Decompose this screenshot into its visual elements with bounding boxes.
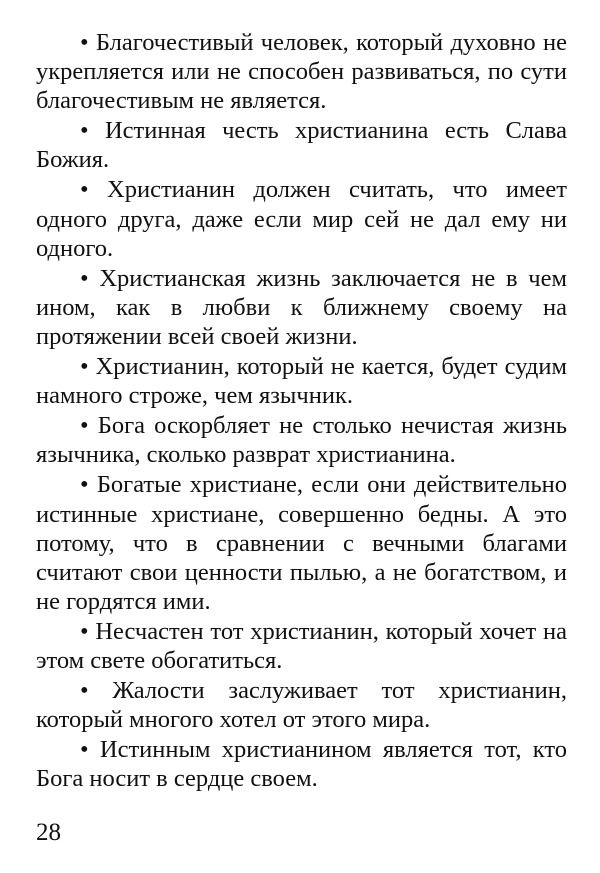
paragraph-text: Богатые христиане, если они действительно истинные христиане, совершенно бедны. А это потому, что в сравнении с вечными благами считают свои ценности пылью, а не богатством, и не гордятся ими. — [36, 471, 567, 615]
bullet-paragraph — [36, 352, 567, 410]
paragraph-text: Несчастен тот христианин, который хочет на этом свете обогатиться. — [36, 617, 568, 674]
bullet-icon: • — [80, 117, 89, 145]
paragraph-text: Истинная честь христианина есть Слава Божия. — [36, 117, 568, 174]
bullet-paragraph — [36, 411, 567, 469]
page-number: 28 — [36, 819, 61, 846]
bullet-icon: • — [80, 471, 89, 499]
bullet-icon: • — [80, 412, 89, 440]
bullet-paragraph — [36, 735, 567, 793]
paragraph-text: Благочестивый человек, который духовно не укрепляется или не способен развиваться, по сути благочестивым не является. — [36, 29, 567, 115]
paragraph-text: Жалости заслуживает тот христианин, который многого хотел от этого мира. — [36, 677, 567, 734]
bullet-icon: • — [80, 736, 89, 764]
bullet-icon: • — [80, 264, 89, 292]
bullet-icon: • — [80, 29, 89, 56]
paragraph-text: Христианин, который не кается, будет судим намного строже, чем язычник. — [36, 353, 568, 410]
bullet-icon: • — [80, 176, 89, 204]
paragraph-text: Истинным христианином является тот, кто Бога носит в сердце своем. — [36, 736, 568, 793]
bullet-paragraph — [36, 28, 567, 115]
bullet-paragraph — [36, 264, 567, 351]
bullet-paragraph — [36, 470, 567, 615]
bullet-icon: • — [80, 617, 89, 645]
bullet-icon: • — [80, 677, 89, 705]
bullet-paragraph — [36, 676, 567, 734]
bullet-paragraph — [36, 617, 567, 675]
paragraph-text: Христианин должен считать, что имеет одного друга, даже если мир сей не дал ему ни одного. — [36, 176, 567, 262]
paragraph-text: Христианская жизнь заключается не в чем ином, как в любви к ближнему своему на протяжении всей своей жизни. — [36, 264, 568, 350]
page-text — [36, 28, 567, 794]
bullet-paragraph — [36, 116, 567, 174]
paragraph-text: Бога оскорбляет не столько нечистая жизнь язычника, сколько разврат христианина. — [36, 412, 567, 469]
bullet-paragraph — [36, 175, 567, 262]
bullet-icon: • — [80, 353, 89, 381]
